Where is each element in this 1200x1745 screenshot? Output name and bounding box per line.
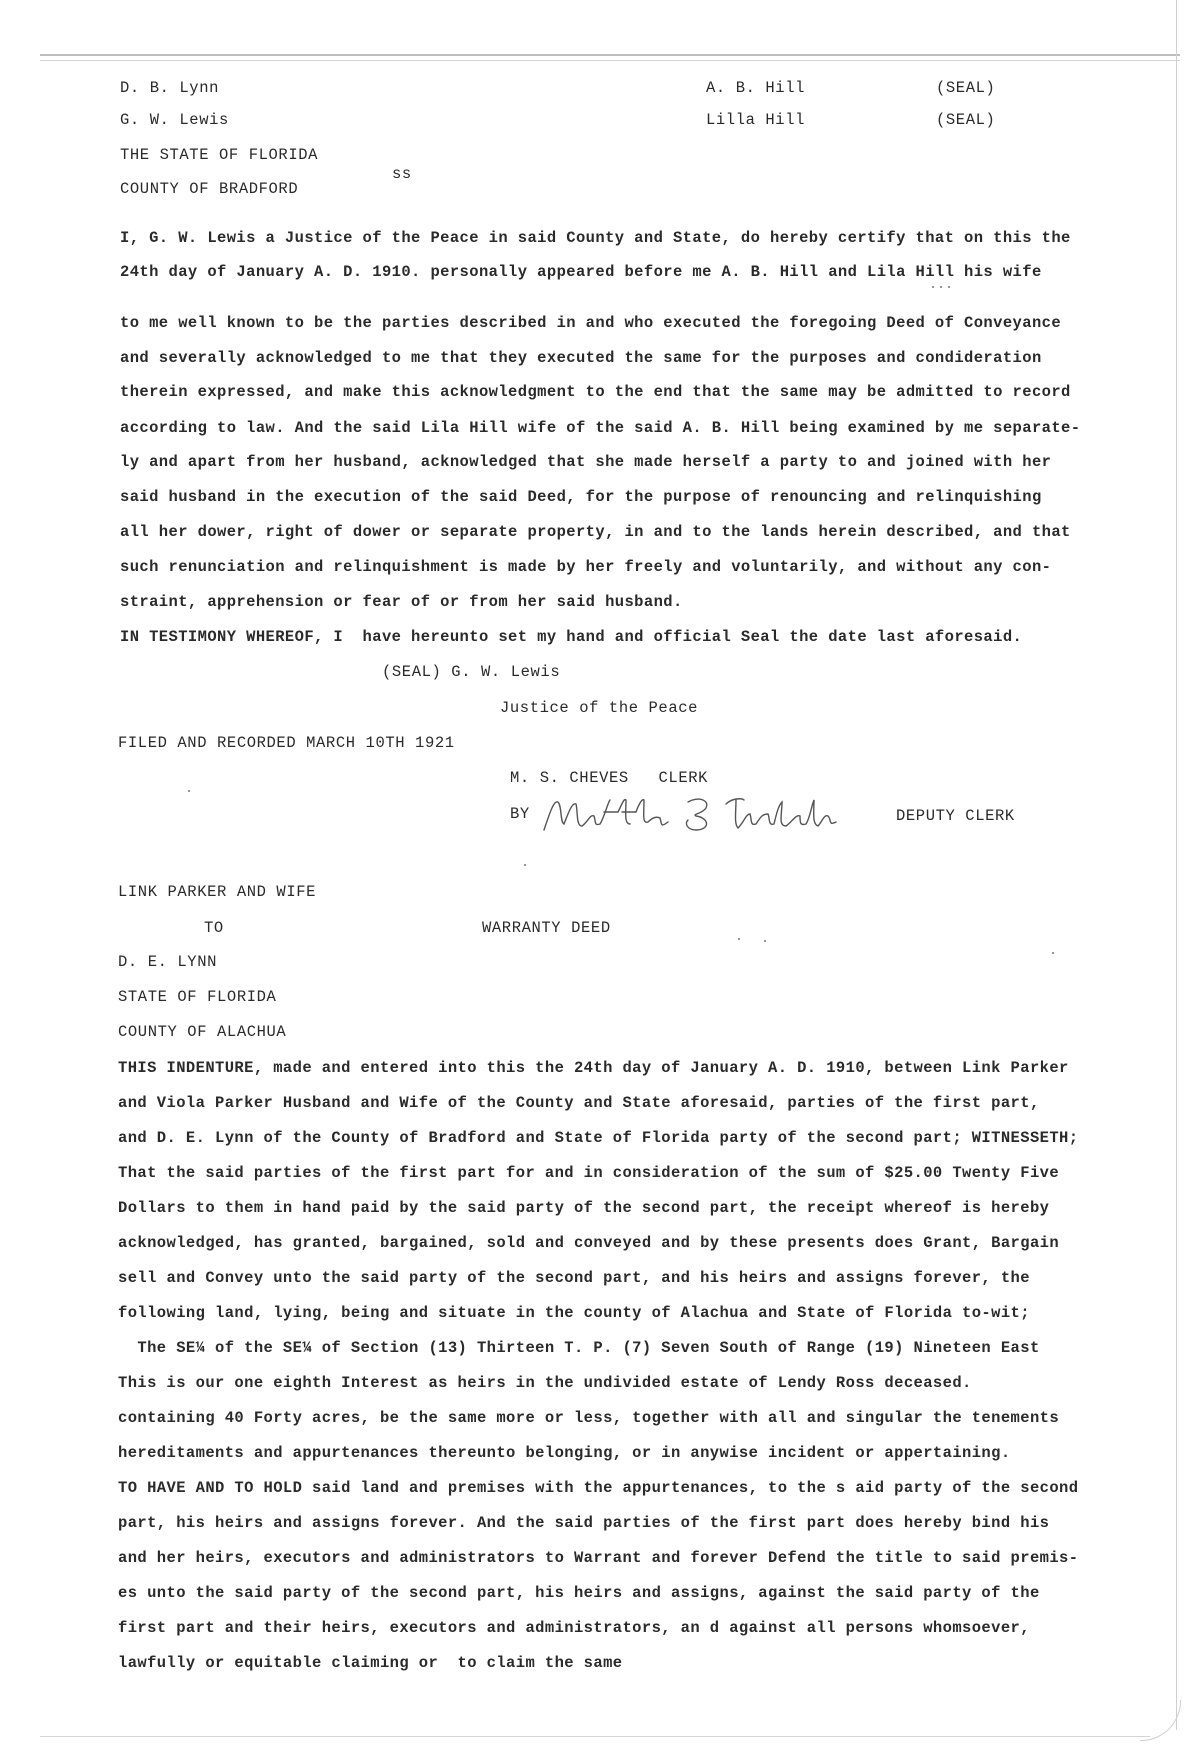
- ack-line: IN TESTIMONY WHEREOF, I have hereunto set my hand and official Seal the date last aforesaid.: [120, 628, 1023, 646]
- page-edge: [1176, 0, 1177, 1730]
- deed-line: hereditaments and appurtenances thereunto belonging, or in anywise incident or appertaining.: [118, 1444, 1011, 1462]
- handwritten-signature: [538, 792, 868, 838]
- scan-speck: [764, 940, 766, 942]
- ack-line: and severally acknowledged to me that they executed the same for the purposes and condideration: [120, 349, 1042, 367]
- deed-line: containing 40 Forty acres, be the same more or less, together with all and singular the tenements: [118, 1409, 1060, 1427]
- deed-line: THIS INDENTURE, made and entered into this the 24th day of January A. D. 1910, between Link Parker: [118, 1059, 1069, 1077]
- deed-venue-county: COUNTY OF ALACHUA: [118, 1023, 287, 1041]
- scan-speck: [1052, 952, 1054, 954]
- ack-line: therein expressed, and make this acknowledgment to the end that the same may be admitted to record: [120, 383, 1071, 401]
- page-edge: [40, 54, 1180, 56]
- deed-title: WARRANTY DEED: [482, 919, 611, 937]
- clerk-name: M. S. CHEVES CLERK: [510, 769, 709, 787]
- deed-line: first part and their heirs, executors and administrators, an d against all persons whomsoever,: [118, 1619, 1030, 1637]
- deed-line: The SE¼ of the SE¼ of Section (13) Thirteen T. P. (7) Seven South of Range (19) Nineteen East: [118, 1339, 1040, 1357]
- deed-line: That the said parties of the first part for and in consideration of the sum of $25.00 Twenty Five: [118, 1164, 1060, 1182]
- ack-line: straint, apprehension or fear of or from her said husband.: [120, 593, 683, 611]
- ack-line: said husband in the execution of the said Deed, for the purpose of renouncing and relinquishing: [120, 488, 1042, 506]
- scan-speck: [738, 938, 740, 940]
- witness-name: D. B. Lynn: [120, 79, 220, 97]
- deed-line: lawfully or equitable claiming or to claim the same: [118, 1654, 623, 1672]
- page-edge: [40, 1736, 1150, 1737]
- ack-line: to me well known to be the parties described in and who executed the foregoing Deed of Conveyance: [120, 314, 1062, 332]
- ack-line: 24th day of January A. D. 1910. personally appeared before me A. B. Hill and Lila Hill his wife: [120, 263, 1042, 281]
- venue-county: COUNTY OF BRADFORD: [120, 180, 299, 198]
- scan-speck: [524, 864, 526, 866]
- deputy-clerk-label: DEPUTY CLERK: [896, 807, 1015, 825]
- grantor-name: Lilla Hill: [706, 111, 806, 129]
- grantor-name: A. B. Hill: [706, 79, 806, 97]
- page-curl: [1140, 1700, 1181, 1741]
- ack-line: according to law. And the said Lila Hill wife of the said A. B. Hill being examined by me separate-: [120, 419, 1081, 437]
- deed-grantor: LINK PARKER AND WIFE: [118, 883, 317, 901]
- ack-line: I, G. W. Lewis a Justice of the Peace in said County and State, do hereby certify that on this the: [120, 229, 1071, 247]
- witness-name: G. W. Lewis: [120, 111, 229, 129]
- deed-line: following land, lying, being and situate in the county of Alachua and State of Florida to-wit;: [118, 1304, 1030, 1322]
- seal-mark: (SEAL): [936, 79, 996, 97]
- deed-line: and her heirs, executors and administrators to Warrant and forever Defend the title to said premis-: [118, 1549, 1079, 1567]
- deed-line: part, his heirs and assigns forever. And the said parties of the first part does hereby bind his: [118, 1514, 1050, 1532]
- scan-speck: [940, 286, 942, 288]
- officer-signature: (SEAL) G. W. Lewis: [382, 663, 561, 681]
- venue-state: THE STATE OF FLORIDA: [120, 146, 319, 164]
- deed-line: and Viola Parker Husband and Wife of the County and State aforesaid, parties of the first part,: [118, 1094, 1040, 1112]
- deed-line: This is our one eighth Interest as heirs in the undivided estate of Lendy Ross deceased.: [118, 1374, 972, 1392]
- deed-line: es unto the said party of the second part, his heirs and assigns, against the said party of the: [118, 1584, 1040, 1602]
- deed-line: sell and Convey unto the said party of the second part, and his heirs and assigns forever, the: [118, 1269, 1030, 1287]
- seal-mark: (SEAL): [936, 111, 996, 129]
- scan-speck: [932, 286, 934, 288]
- deed-line: and D. E. Lynn of the County of Bradford and State of Florida party of the second part; WITNESSETH;: [118, 1129, 1079, 1147]
- deed-line: TO HAVE AND TO HOLD said land and premises with the appurtenances, to the s aid party of the second: [118, 1479, 1079, 1497]
- deed-line: Dollars to them in hand paid by the said party of the second part, the receipt whereof is hereby: [118, 1199, 1050, 1217]
- ack-line: ly and apart from her husband, acknowledged that she made herself a party to and joined with her: [120, 453, 1052, 471]
- venue-ss: ss: [392, 165, 412, 183]
- scan-speck: [188, 790, 190, 792]
- scan-speck: [948, 286, 950, 288]
- deed-to: TO: [204, 919, 224, 937]
- deed-venue-state: STATE OF FLORIDA: [118, 988, 277, 1006]
- deed-grantee: D. E. LYNN: [118, 953, 218, 971]
- officer-title: Justice of the Peace: [500, 699, 699, 717]
- filed-recorded: FILED AND RECORDED MARCH 10TH 1921: [118, 734, 455, 752]
- deed-line: acknowledged, has granted, bargained, sold and conveyed and by these presents does Grant, Bargain: [118, 1234, 1060, 1252]
- page-edge: [40, 60, 1180, 61]
- ack-line: all her dower, right of dower or separate property, in and to the lands herein described, and that: [120, 523, 1071, 541]
- by-label: BY: [510, 805, 530, 823]
- ack-line: such renunciation and relinquishment is made by her freely and voluntarily, and without any con-: [120, 558, 1052, 576]
